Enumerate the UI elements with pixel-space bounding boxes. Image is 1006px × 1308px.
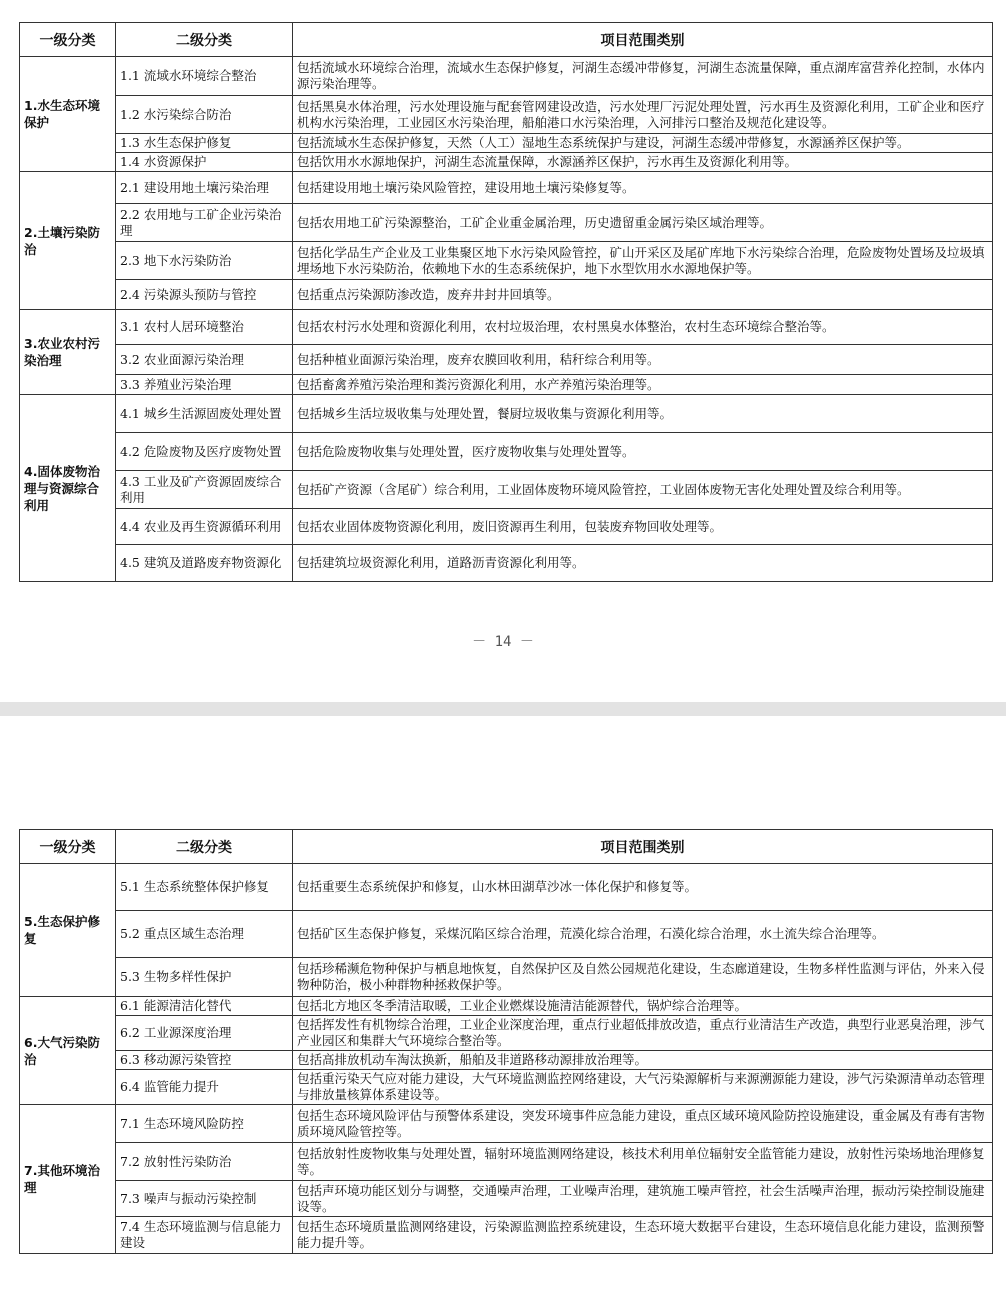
subcategory-cell: 3.1 农村人居环境整治: [116, 310, 293, 345]
subcategory-cell: 4.5 建筑及道路废弃物资源化: [116, 545, 293, 582]
category-cell: 6.大气污染防治: [20, 997, 116, 1105]
scope-cell: 包括化学品生产企业及工业集聚区地下水污染风险管控，矿山开采区及尾矿库地下水污染综合治理，危险废物处置场及垃圾填埋场地下水污染防治，依赖地下水的生态系统保护，地下水型饮用水水源地保护等。: [293, 242, 993, 280]
table-row: [20, 509, 993, 545]
page-number: － 14 －: [472, 634, 534, 650]
table-row: [20, 1143, 993, 1181]
scope-cell: 包括畜禽养殖污染治理和粪污资源化利用，水产养殖污染治理等。: [293, 375, 993, 395]
header-level1: 一级分类: [20, 23, 116, 57]
table-row: [20, 153, 993, 172]
table-row: [20, 345, 993, 375]
subcategory-cell: 2.4 污染源头预防与管控: [116, 280, 293, 310]
header-level2: 二级分类: [116, 830, 293, 864]
scope-cell: 包括重点污染源防渗改造，废弃井封井回填等。: [293, 280, 993, 310]
subcategory-cell: 6.2 工业源深度治理: [116, 1016, 293, 1051]
table-row: [20, 242, 993, 280]
scope-cell: 包括重污染天气应对能力建设，大气环境监测监控网络建设，大气污染源解析与来源溯源能力建设，涉气污染源清单动态管理与排放量核算体系建设等。: [293, 1070, 993, 1105]
table-row: [20, 471, 993, 509]
subcategory-cell: 7.3 噪声与振动污染控制: [116, 1181, 293, 1217]
category-cell: 1.水生态环境保护: [20, 57, 116, 172]
scope-cell: 包括珍稀濒危物种保护与栖息地恢复，自然保护区及自然公园规范化建设，生态廊道建设，生物多样性监测与评估，外来入侵物种防治，极小种群物种拯救保护等。: [293, 958, 993, 997]
table-row: [20, 911, 993, 958]
document-page-15: [0, 716, 1006, 1308]
scope-cell: 包括生态环境风险评估与预警体系建设，突发环境事件应急能力建设，重点区域环境风险防控设施建设，重金属及有毒有害物质环境风险管控等。: [293, 1105, 993, 1143]
subcategory-cell: 3.2 农业面源污染治理: [116, 345, 293, 375]
scope-cell: 包括农业固体废物资源化利用，废旧资源再生利用，包装废弃物回收处理等。: [293, 509, 993, 545]
header-scope: 项目范围类别: [293, 830, 993, 864]
subcategory-cell: 7.2 放射性污染防治: [116, 1143, 293, 1181]
table-row: [20, 280, 993, 310]
subcategory-cell: 2.2 农用地与工矿企业污染治理: [116, 204, 293, 242]
project-scope-table: [19, 22, 993, 582]
scope-cell: 包括挥发性有机物综合治理，工业企业深度治理，重点行业超低排放改造，重点行业清洁生产改造，典型行业恶臭治理，涉气产业园区和集群大气环境综合整治等。: [293, 1016, 993, 1051]
scope-cell: 包括矿区生态保护修复，采煤沉陷区综合治理，荒漠化综合治理，石漠化综合治理，水土流失综合治理等。: [293, 911, 993, 958]
scope-cell: 包括重要生态系统保护和修复，山水林田湖草沙冰一体化保护和修复等。: [293, 864, 993, 911]
scope-cell: 包括建筑垃圾资源化利用，道路沥青资源化利用等。: [293, 545, 993, 582]
scope-cell: 包括建设用地土壤污染风险管控，建设用地土壤污染修复等。: [293, 172, 993, 204]
table-header-row: [20, 23, 993, 57]
table-row: [20, 1070, 993, 1105]
scope-cell: 包括黑臭水体治理，污水处理设施与配套管网建设改造，污水处理厂污泥处理处置，污水再生及资源化利用，工矿企业和医疗机构水污染治理，工业园区水污染治理，船舶港口水污染治理，入河排污口整治及规范化建设等。: [293, 96, 993, 134]
table-row: [20, 204, 993, 242]
table-row: [20, 1051, 993, 1070]
table-row: [20, 433, 993, 471]
subcategory-cell: 1.2 水污染综合防治: [116, 96, 293, 134]
scope-cell: 包括饮用水水源地保护，河湖生态流量保障，水源涵养区保护，污水再生及资源化利用等。: [293, 153, 993, 172]
table-row: [20, 958, 993, 997]
subcategory-cell: 6.3 移动源污染管控: [116, 1051, 293, 1070]
subcategory-cell: 4.2 危险废物及医疗废物处置: [116, 433, 293, 471]
table-row: [20, 1016, 993, 1051]
page-separator: [0, 702, 1006, 716]
subcategory-cell: 4.4 农业及再生资源循环利用: [116, 509, 293, 545]
scope-cell: 包括北方地区冬季清洁取暖，工业企业燃煤设施清洁能源替代，锅炉综合治理等。: [293, 997, 993, 1016]
subcategory-cell: 5.1 生态系统整体保护修复: [116, 864, 293, 911]
subcategory-cell: 1.4 水资源保护: [116, 153, 293, 172]
table-row: [20, 57, 993, 96]
table-row: [20, 1105, 993, 1143]
subcategory-cell: 3.3 养殖业污染治理: [116, 375, 293, 395]
table-row: [20, 172, 993, 204]
category-cell: 2.土壤污染防治: [20, 172, 116, 310]
scope-cell: 包括矿产资源（含尾矿）综合利用，工业固体废物环境风险管控，工业固体废物无害化处理处置及综合利用等。: [293, 471, 993, 509]
scope-cell: 包括农用地工矿污染源整治，工矿企业重金属治理，历史遗留重金属污染区域治理等。: [293, 204, 993, 242]
scope-cell: 包括流域水生态保护修复，天然（人工）湿地生态系统保护与建设，河湖生态缓冲带修复，水源涵养区保护等。: [293, 134, 993, 153]
category-cell: 7.其他环境治理: [20, 1105, 116, 1254]
scope-cell: 包括种植业面源污染治理，废弃农膜回收利用，秸秆综合利用等。: [293, 345, 993, 375]
category-cell: 4.固体废物治理与资源综合利用: [20, 395, 116, 582]
subcategory-cell: 6.4 监管能力提升: [116, 1070, 293, 1105]
table-row: [20, 997, 993, 1016]
header-level1: 一级分类: [20, 830, 116, 864]
subcategory-cell: 4.3 工业及矿产资源固废综合利用: [116, 471, 293, 509]
table-row: [20, 375, 993, 395]
project-scope-table: [19, 829, 993, 1254]
subcategory-cell: 6.1 能源清洁化替代: [116, 997, 293, 1016]
scope-cell: 包括声环境功能区划分与调整，交通噪声治理，工业噪声治理，建筑施工噪声管控，社会生活噪声治理，振动污染控制设施建设等。: [293, 1181, 993, 1217]
subcategory-cell: 7.1 生态环境风险防控: [116, 1105, 293, 1143]
table-row: [20, 864, 993, 911]
subcategory-cell: 1.1 流域水环境综合整治: [116, 57, 293, 96]
scope-cell: 包括农村污水处理和资源化利用，农村垃圾治理，农村黑臭水体整治，农村生态环境综合整治等。: [293, 310, 993, 345]
scope-cell: 包括生态环境质量监测网络建设，污染源监测监控系统建设，生态环境大数据平台建设，生态环境信息化能力建设，监测预警能力提升等。: [293, 1217, 993, 1254]
category-cell: 3.农业农村污染治理: [20, 310, 116, 395]
scope-cell: 包括高排放机动车淘汰换新，船舶及非道路移动源排放治理等。: [293, 1051, 993, 1070]
header-level2: 二级分类: [116, 23, 293, 57]
table-row: [20, 310, 993, 345]
subcategory-cell: 5.3 生物多样性保护: [116, 958, 293, 997]
table-row: [20, 545, 993, 582]
table-row: [20, 96, 993, 134]
scope-cell: 包括流域水环境综合治理，流域水生态保护修复，河湖生态缓冲带修复，河湖生态流量保障，重点湖库富营养化控制，水体内源污染治理等。: [293, 57, 993, 96]
subcategory-cell: 5.2 重点区域生态治理: [116, 911, 293, 958]
subcategory-cell: 2.1 建设用地土壤污染治理: [116, 172, 293, 204]
table-header-row: [20, 830, 993, 864]
subcategory-cell: 7.4 生态环境监测与信息能力建设: [116, 1217, 293, 1254]
subcategory-cell: 4.1 城乡生活源固废处理处置: [116, 395, 293, 433]
subcategory-cell: 2.3 地下水污染防治: [116, 242, 293, 280]
table-row: [20, 1181, 993, 1217]
table-row: [20, 1217, 993, 1254]
table-row: [20, 134, 993, 153]
header-scope: 项目范围类别: [293, 23, 993, 57]
table-row: [20, 395, 993, 433]
scope-cell: 包括城乡生活垃圾收集与处理处置，餐厨垃圾收集与资源化利用等。: [293, 395, 993, 433]
subcategory-cell: 1.3 水生态保护修复: [116, 134, 293, 153]
category-cell: 5.生态保护修复: [20, 864, 116, 997]
scope-cell: 包括放射性废物收集与处理处置，辐射环境监测网络建设，核技术利用单位辐射安全监管能力建设，放射性污染场地治理修复等。: [293, 1143, 993, 1181]
scope-cell: 包括危险废物收集与处理处置，医疗废物收集与处理处置等。: [293, 433, 993, 471]
